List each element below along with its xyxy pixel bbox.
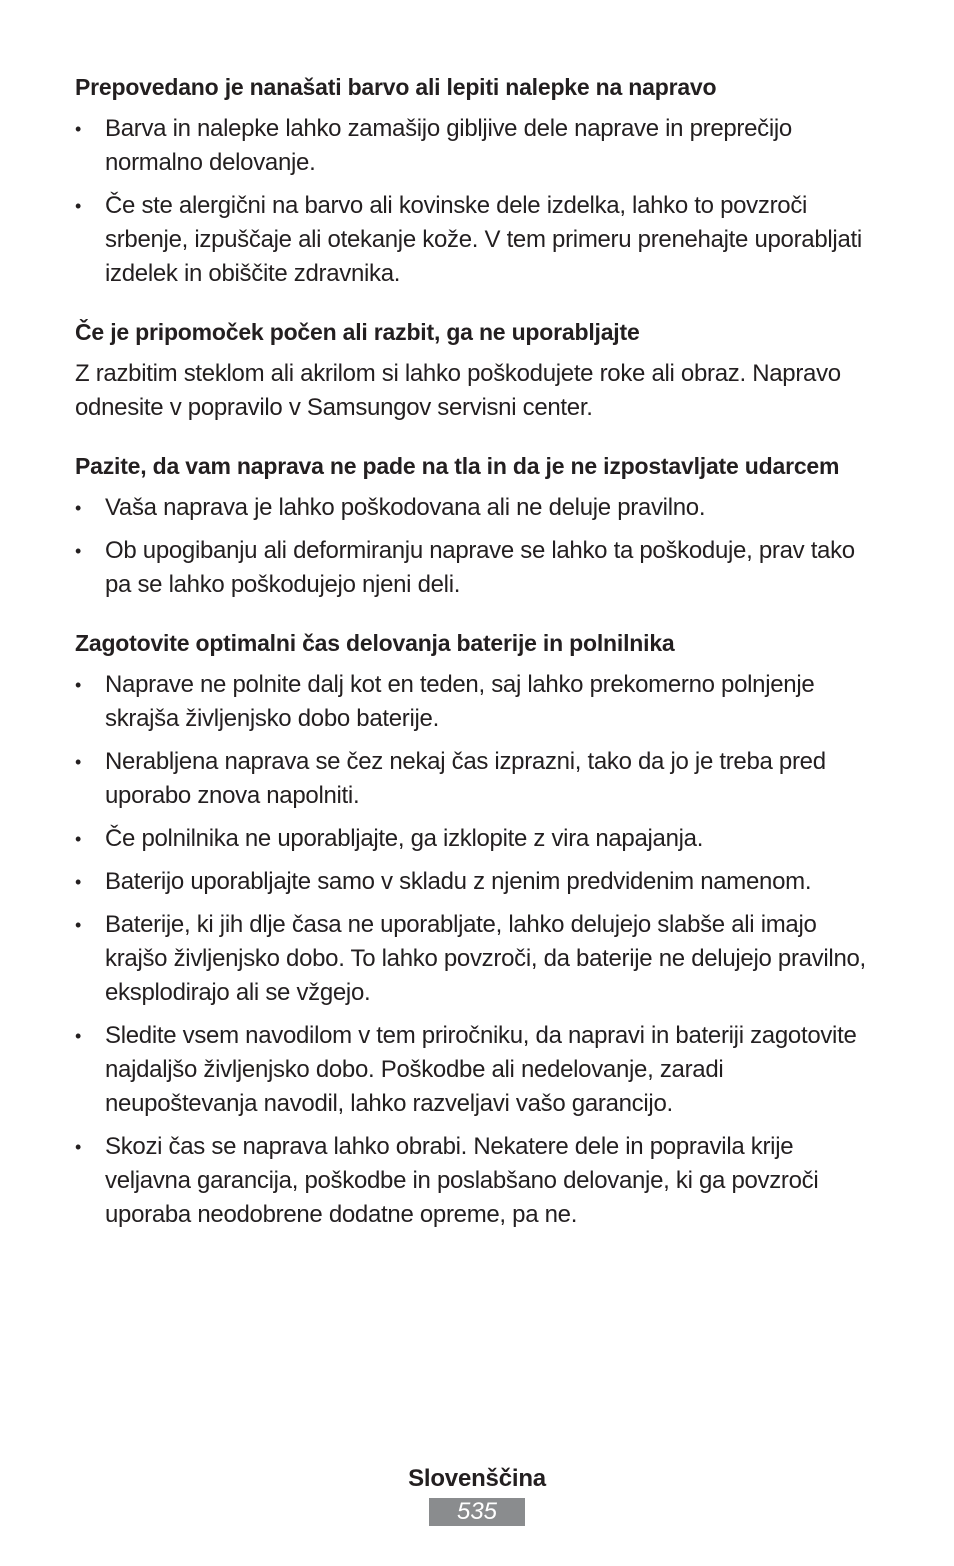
section-battery-charger (75, 626, 875, 1232)
list-item-text: Naprave ne polnite dalj kot en teden, saj lahko prekomerno polnjenje skrajša življenjsko dobo baterije. (105, 671, 815, 732)
section-paint-stickers (75, 70, 875, 291)
section-paragraph: Z razbitim steklom ali akrilom si lahko poškodujete roke ali obraz. Napravo odnesite v popravilo v Samsungov servisni center. (75, 360, 841, 421)
list-item-text: Barva in nalepke lahko zamašijo gibljive dele naprave in preprečijo normalno delovanje. (105, 115, 792, 176)
section-heading: Zagotovite optimalni čas delovanja baterije in polnilnika (75, 630, 675, 656)
list-item-text: Ob upogibanju ali deformiranju naprave se lahko ta poškoduje, prav tako pa se lahko poškodujejo njeni deli. (105, 537, 855, 598)
bullet-icon: • (75, 675, 82, 695)
list-item (75, 112, 875, 180)
list-item (75, 908, 875, 1010)
bullet-icon: • (75, 196, 82, 216)
footer-language: Slovenščina (408, 1465, 546, 1492)
list-item (75, 1130, 875, 1232)
bullet-icon: • (75, 915, 82, 935)
list-item (75, 668, 875, 736)
list-item-text: Vaša naprava je lahko poškodovana ali ne deluje pravilno. (105, 494, 706, 521)
list-item (75, 491, 875, 525)
bullet-icon: • (75, 541, 82, 561)
section-broken-accessory (75, 315, 875, 425)
list-item-text: Sledite vsem navodilom v tem priročniku, da napravi in bateriji zagotovite najdaljšo življenjsko dobo. Poškodbe ali nedelovanje, zaradi neupoštevanja navodil, lahko razveljavi vašo garancijo. (105, 1022, 857, 1117)
bullet-icon: • (75, 119, 82, 139)
bullet-icon: • (75, 498, 82, 518)
bullet-icon: • (75, 872, 82, 892)
page-number-badge: 535 (429, 1498, 525, 1526)
bullet-icon: • (75, 752, 82, 772)
bullet-list (75, 112, 875, 291)
list-item (75, 745, 875, 813)
bullet-icon: • (75, 1137, 82, 1157)
bullet-icon: • (75, 829, 82, 849)
list-item-text: Baterijo uporabljajte samo v skladu z njenim predvidenim namenom. (105, 868, 812, 895)
list-item (75, 534, 875, 602)
section-heading: Pazite, da vam naprava ne pade na tla in da je ne izpostavljate udarcem (75, 453, 840, 479)
section-heading: Če je pripomoček počen ali razbit, ga ne uporabljajte (75, 319, 640, 345)
list-item (75, 865, 875, 899)
list-item-text: Nerabljena naprava se čez nekaj čas izprazni, tako da jo je treba pred uporabo znova napolniti. (105, 748, 826, 809)
section-heading: Prepovedano je nanašati barvo ali lepiti nalepke na napravo (75, 74, 717, 100)
bullet-list (75, 491, 875, 602)
list-item-text: Skozi čas se naprava lahko obrabi. Nekatere dele in popravila krije veljavna garancija, poškodbe in poslabšano delovanje, ki ga povzroči uporaba neodobrene dodatne opreme, pa ne. (105, 1133, 819, 1228)
page-footer (0, 1462, 954, 1526)
list-item-text: Če polnilnika ne uporabljajte, ga izklopite z vira napajanja. (105, 825, 704, 852)
list-item (75, 189, 875, 291)
list-item-text: Baterije, ki jih dlje časa ne uporabljate, lahko delujejo slabše ali imajo krajšo življenjsko dobo. To lahko povzroči, da baterije ne delujejo pravilno, eksplodirajo ali se vžgejo. (105, 911, 866, 1006)
list-item-text: Če ste alergični na barvo ali kovinske dele izdelka, lahko to povzroči srbenje, izpuščaje ali otekanje kože. V tem primeru prenehajte uporabljati izdelek in obiščite zdravnika. (105, 192, 862, 287)
bullet-list (75, 668, 875, 1232)
bullet-icon: • (75, 1026, 82, 1046)
document-body (75, 70, 875, 1256)
list-item (75, 822, 875, 856)
section-drop-impact (75, 449, 875, 602)
list-item (75, 1019, 875, 1121)
